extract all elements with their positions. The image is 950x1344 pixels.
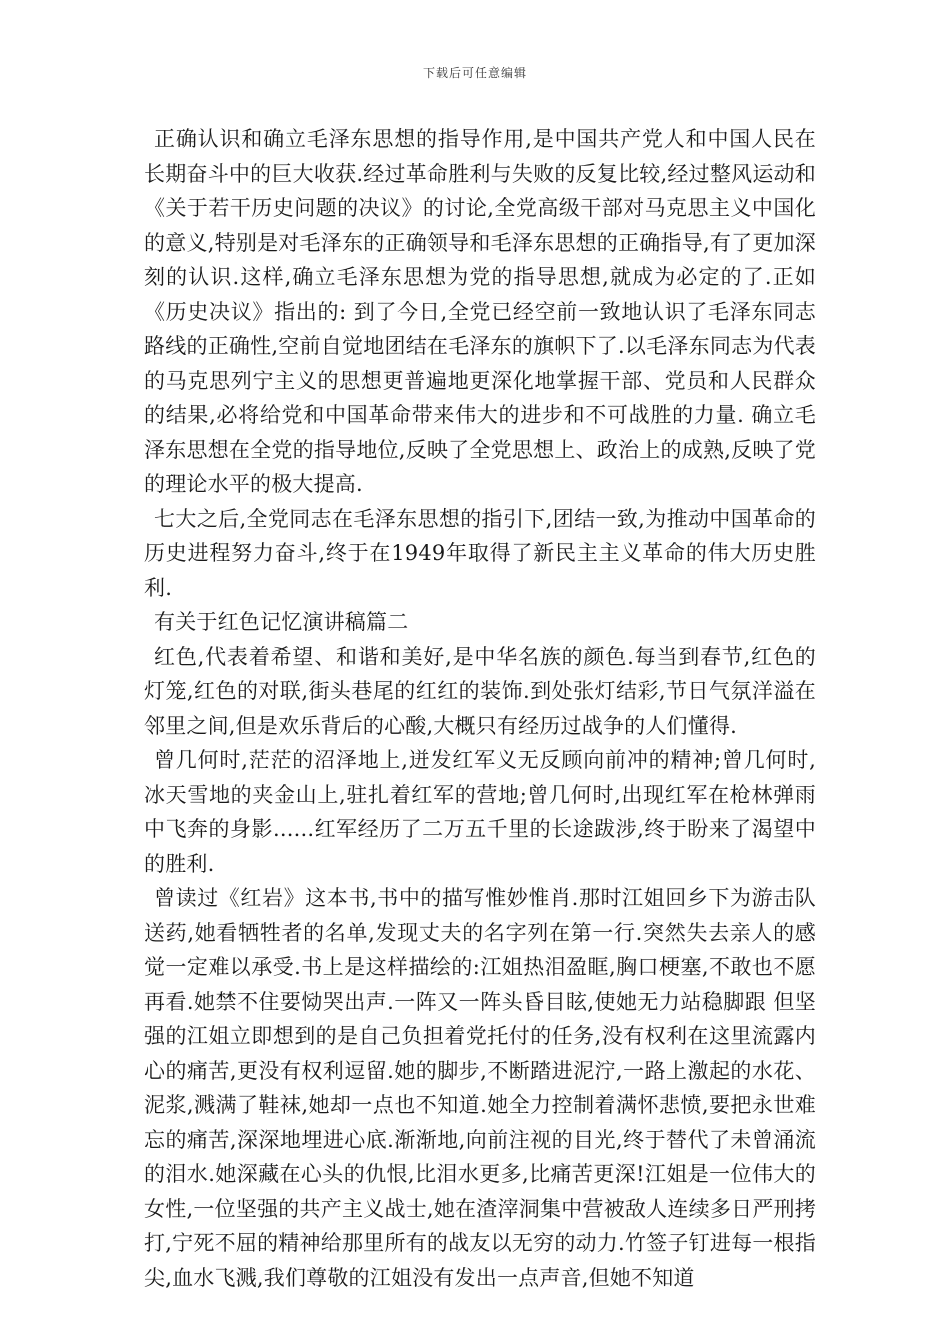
paragraph-red-army: 曾几何时,茫茫的沼泽地上,迸发红军义无反顾向前冲的精神;曾几何时,冰天雪地的夹金山上,驻扎着红军的营地;曾几何时,出现红军在枪林弹雨中飞奔的身影......红军经历了二万五千里的长途跋涉,终于盼来了渴望中的胜利. — [144, 748, 816, 876]
section-heading: 有关于红色记忆演讲稿篇二 — [154, 610, 409, 634]
paragraph-maozedong-thought: 正确认识和确立毛泽东思想的指导作用,是中国共产党人和中国人民在长期奋斗中的巨大收获.经过革命胜利与失败的反复比较,经过整风运动和《关于若干历史问题的决议》的讨论,全党高级干部对马克思主义中国化的意义,特别是对毛泽东的正确领导和毛泽东思想的正确指导,有了更加深刻的认识.这样,确立毛泽东思想为党的指导思想,就成为必定的了.正如《历史决议》指出的: 到了今日,全党已经空前一致地认识了毛泽东同志路线的正确性,空前自觉地团结在毛泽东的旗帜下了.以毛泽东同志为代表的马克思列宁主义的思想更普遍地更深化地掌握干部、党员和人民群众的结果,必将给党和中国革命带来伟大的进步和不可战胜的力量. 确立毛泽东思想在全党的指导地位,反映了全党思想上、政治上的成熟,反映了党的理论水平的极大提高. — [144, 127, 816, 496]
paragraph-red-color: 红色,代表着希望、和谐和美好,是中华名族的颜色.每当到春节,红色的灯笼,红色的对联,街头巷尾的红红的装饰.到处张灯结彩,节日气氛洋溢在邻里之间,但是欢乐背后的心酸,大概只有经历过战争的人们懂得. — [144, 644, 816, 738]
paragraph-hongyan: 曾读过《红岩》这本书,书中的描写惟妙惟肖.那时江姐回乡下为游击队送药,她看牺牲者的名单,发现丈夫的名字列在第一行.突然失去亲人的感觉一定难以承受.书上是这样描绘的:江姐热泪盈眶,胸口梗塞,不敢也不愿再看.她禁不住要恸哭出声.一阵又一阵头昏目眩,使她无力站稳脚跟 但坚强的江姐立即想到的是自己负担着党托付的任务,没有权利在这里流露内心的痛苦,更没有权利逗留.她的脚步,不断踏进泥泞,一路上激起的水花、泥浆,溅满了鞋袜,她却一点也不知道.她全力控制着满怀悲愤,要把永世难忘的痛苦,深深地埋进心底.渐渐地,向前注视的目光,终于替代了未曾涌流的泪水.她深藏在心头的仇恨,比泪水更多,比痛苦更深!江姐是一位伟大的女性,一位坚强的共产主义战士,她在渣滓洞集中营被敌人连续多日严刑拷打,宁死不屈的精神给那里所有的战友以无穷的动力.竹签子钉进每一根指尖,血水飞溅,我们尊敬的江姐没有发出一点声音,但她不知道 — [144, 886, 816, 1290]
document-body — [144, 122, 816, 1295]
page-header: 下载后可任意编辑 — [422, 66, 527, 80]
paragraph-after-seventh-congress: 七大之后,全党同志在毛泽东思想的指引下,团结一致,为推动中国革命的历史进程努力奋斗,终于在1949年取得了新民主主义革命的伟大历史胜利. — [144, 506, 816, 600]
